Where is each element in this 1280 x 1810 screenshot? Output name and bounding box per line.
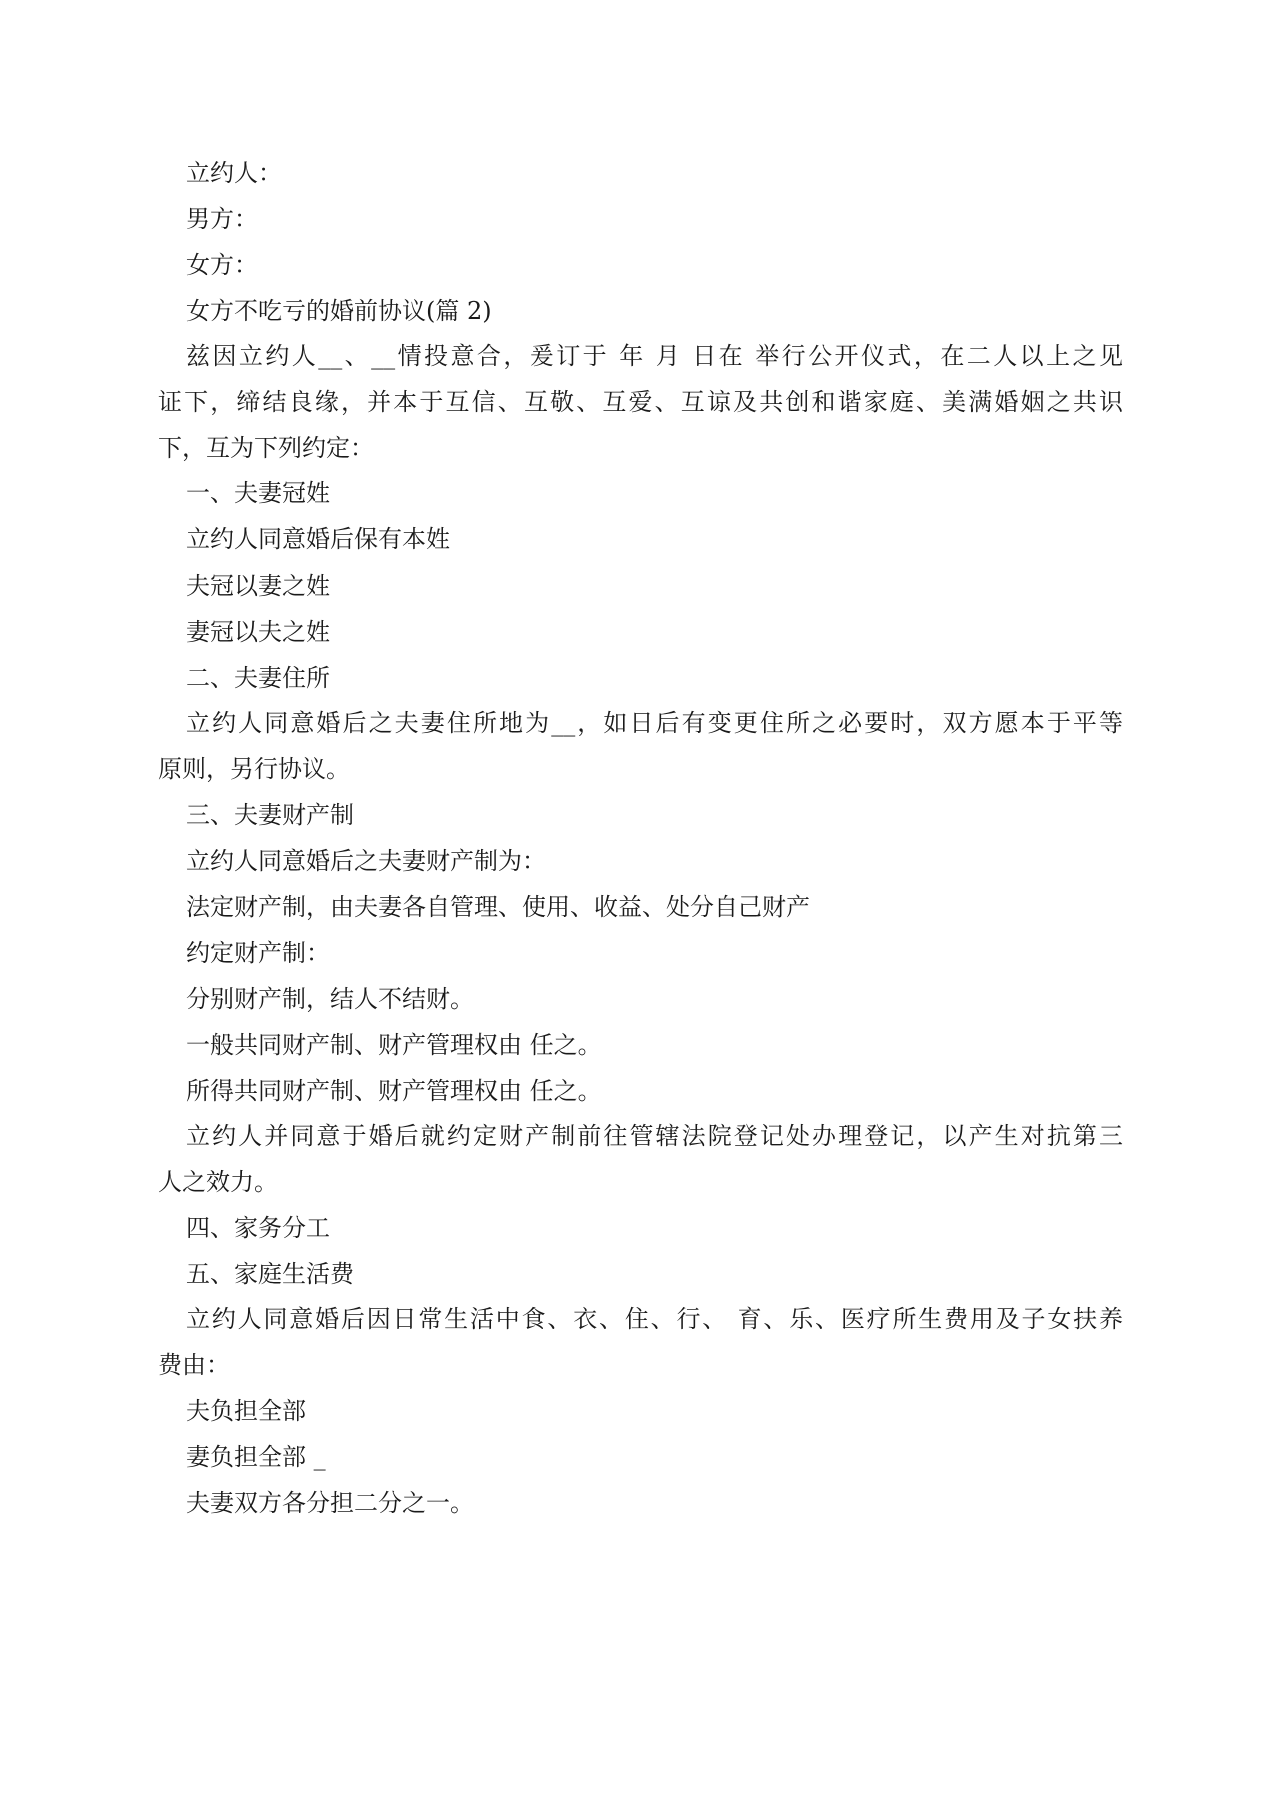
female-party-line: 女方： bbox=[186, 251, 258, 279]
male-party-line: 男方： bbox=[186, 205, 258, 233]
section-heading-property: 三、夫妻财产制 bbox=[186, 801, 354, 829]
property-intro: 立约人同意婚后之夫妻财产制为： bbox=[186, 847, 546, 875]
registration-paragraph bbox=[158, 1113, 1123, 1205]
preamble-line-2: 证下，缔结良缘，并本于互信、互敬、互爱、互谅及共创和谐家庭、美满婚姻之共识 bbox=[158, 388, 1123, 416]
section-heading-residence: 二、夫妻住所 bbox=[186, 664, 330, 692]
expenses-option-wife: 妻负担全部 _ bbox=[186, 1443, 326, 1471]
surname-option-2: 夫冠以妻之姓 bbox=[186, 572, 330, 600]
expenses-option-husband: 夫负担全部 bbox=[186, 1397, 306, 1425]
surname-option-1: 立约人同意婚后保有本姓 bbox=[186, 525, 450, 553]
expenses-line-2: 费由： bbox=[158, 1351, 230, 1379]
property-option-statutory: 法定财产制，由夫妻各自管理、使用、收益、处分自己财产 bbox=[186, 893, 810, 921]
surname-option-3: 妻冠以夫之姓 bbox=[186, 618, 330, 646]
expenses-option-shared: 夫妻双方各分担二分之一。 bbox=[186, 1489, 474, 1517]
document-title: 女方不吃亏的婚前协议(篇 2) bbox=[186, 297, 492, 325]
section-heading-housework: 四、家务分工 bbox=[186, 1214, 330, 1242]
section-heading-living-expenses: 五、家庭生活费 bbox=[186, 1260, 354, 1288]
expenses-line-1: 立约人同意婚后因日常生活中食、衣、住、行、 育、乐、医疗所生费用及子女扶养 bbox=[186, 1305, 1123, 1333]
property-option-separate: 分别财产制，结人不结财。 bbox=[186, 985, 474, 1013]
property-option-general: 一般共同财产制、财产管理权由 任之。 bbox=[186, 1031, 602, 1059]
preamble-paragraph bbox=[158, 333, 1123, 471]
residence-line-1: 立约人同意婚后之夫妻住所地为__，如日后有变更住所之必要时，双方愿本于平等 bbox=[186, 709, 1123, 737]
party-heading: 立约人： bbox=[186, 159, 282, 187]
expenses-paragraph bbox=[158, 1296, 1123, 1388]
residence-line-2: 原则，另行协议。 bbox=[158, 755, 350, 783]
preamble-line-1: 兹因立约人__、__情投意合，爰订于 年 月 日在 举行公开仪式，在二人以上之见 bbox=[186, 342, 1123, 370]
residence-paragraph bbox=[158, 700, 1123, 792]
property-option-income: 所得共同财产制、财产管理权由 任之。 bbox=[186, 1077, 602, 1105]
property-option-agreed: 约定财产制： bbox=[186, 939, 330, 967]
preamble-line-3: 下，互为下列约定： bbox=[158, 434, 374, 462]
registration-line-2: 人之效力。 bbox=[158, 1168, 278, 1196]
section-heading-surname: 一、夫妻冠姓 bbox=[186, 479, 330, 507]
registration-line-1: 立约人并同意于婚后就约定财产制前往管辖法院登记处办理登记，以产生对抗第三 bbox=[186, 1122, 1123, 1150]
